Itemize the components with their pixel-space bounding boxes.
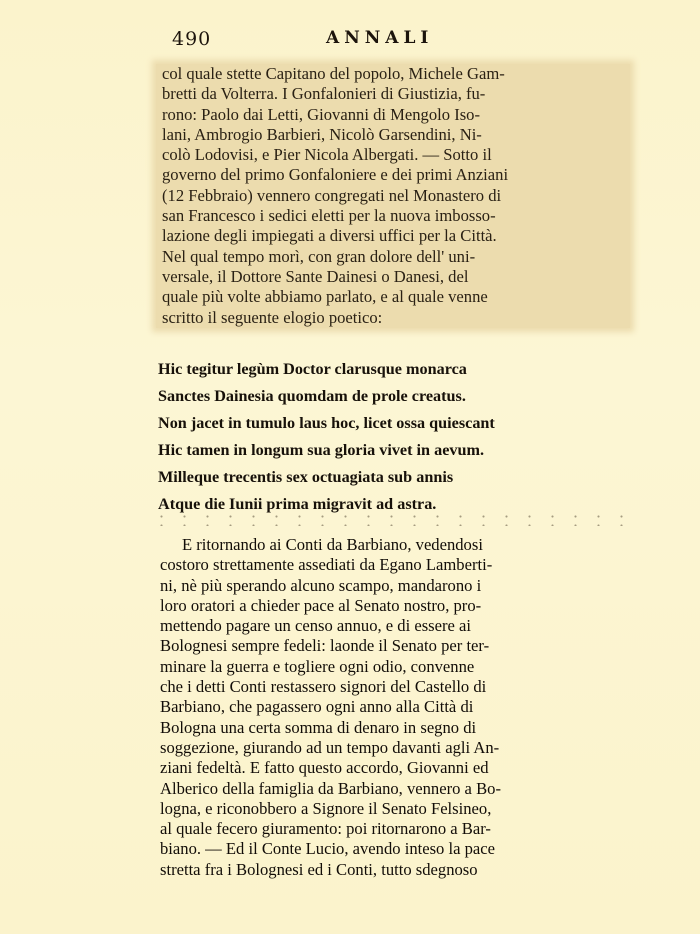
text-line: scritto il seguente elogio poetico: bbox=[162, 307, 383, 327]
text-line: stretta fra i Bolognesi ed i Conti, tutto sdegnoso bbox=[160, 859, 478, 879]
text-line: lazione degli impiegati a diversi uffici per la Città. bbox=[162, 226, 497, 246]
text-line: rono: Paolo dai Letti, Giovanni di Mengolo Iso- bbox=[162, 104, 481, 124]
poem-line: Hic tegitur legùm Doctor clarusque monarca bbox=[158, 360, 467, 378]
text-line: Nel qual tempo morì, con gran dolore dell' uni- bbox=[162, 246, 476, 266]
text-line: che i detti Conti restassero signori del Castello di bbox=[160, 677, 487, 697]
poem-line: Non jacet in tumulo laus hoc, licet ossa quiescant bbox=[158, 414, 495, 432]
running-title: ANNALI bbox=[326, 28, 434, 48]
print-specks bbox=[150, 512, 630, 526]
text-line: logna, e riconobbero a Signore il Senato Felsineo, bbox=[160, 798, 492, 818]
poem-line: Sanctes Dainesia quomdam de prole creatus. bbox=[158, 387, 466, 405]
text-line: bretti da Volterra. I Gonfalonieri di Giustizia, fu- bbox=[162, 84, 486, 104]
text-line: Alberico della famiglia da Barbiano, vennero a Bo- bbox=[160, 778, 501, 798]
text-line: Bolognesi sempre fedeli: laonde il Senato per ter- bbox=[160, 636, 490, 656]
text-line: mettendo pagare un censo annuo, e di essere ai bbox=[160, 616, 472, 636]
poem-line: Hic tamen in longum sua gloria vivet in aevum. bbox=[158, 441, 485, 459]
text-line: versale, il Dottore Sante Dainesi o Danesi, del bbox=[162, 266, 469, 286]
text-line: biano. — Ed il Conte Lucio, avendo inteso la pace bbox=[160, 839, 496, 859]
page-header bbox=[172, 28, 652, 52]
text-line: soggezione, giurando ad un tempo davanti agli An- bbox=[160, 737, 500, 757]
page-number: 490 bbox=[172, 28, 212, 50]
text-line: governo del primo Gonfaloniere e dei primi Anziani bbox=[162, 165, 509, 185]
text-line: lani, Ambrogio Barbieri, Nicolò Garsendini, Ni- bbox=[162, 124, 482, 144]
text-line: minare la guerra e togliere ogni odio, convenne bbox=[160, 656, 475, 676]
poem-line: Atque die Iunii prima migravit ad astra. bbox=[158, 495, 437, 513]
text-line: col quale stette Capitano del popolo, Michele Gam- bbox=[162, 64, 505, 83]
text-line: Bologna una certa somma di denaro in segno di bbox=[160, 717, 477, 737]
text-line: al quale fecero giuramento: poi ritornarono a Bar- bbox=[160, 819, 491, 839]
text-line: ziani fedeltà. E fatto questo accordo, Giovanni ed bbox=[160, 758, 489, 778]
text-line: ni, nè più sperando alcuno scampo, mandarono i bbox=[160, 575, 482, 595]
top-paragraph bbox=[156, 64, 630, 328]
body-paragraph bbox=[160, 535, 626, 880]
text-line: quale più volte abbiamo parlato, e al quale venne bbox=[162, 287, 488, 307]
text-line: E ritornando ai Conti da Barbiano, vedendosi bbox=[182, 535, 483, 554]
latin-epitaph-poem bbox=[158, 356, 628, 518]
text-line: Barbiano, che pagassero ogni anno alla Città di bbox=[160, 697, 474, 717]
text-line: costoro strettamente assediati da Egano Lamberti- bbox=[160, 555, 493, 575]
text-line: colò Lodovisi, e Pier Nicola Albergati. — Sotto il bbox=[162, 145, 492, 165]
poem-line: Milleque trecentis sex octuagiata sub annis bbox=[158, 468, 454, 486]
text-line: san Francesco i sedici eletti per la nuova imbosso- bbox=[162, 206, 496, 226]
text-line: (12 Febbraio) vennero congregati nel Monastero di bbox=[162, 185, 502, 205]
text-line: loro oratori a chieder pace al Senato nostro, pro- bbox=[160, 595, 482, 615]
